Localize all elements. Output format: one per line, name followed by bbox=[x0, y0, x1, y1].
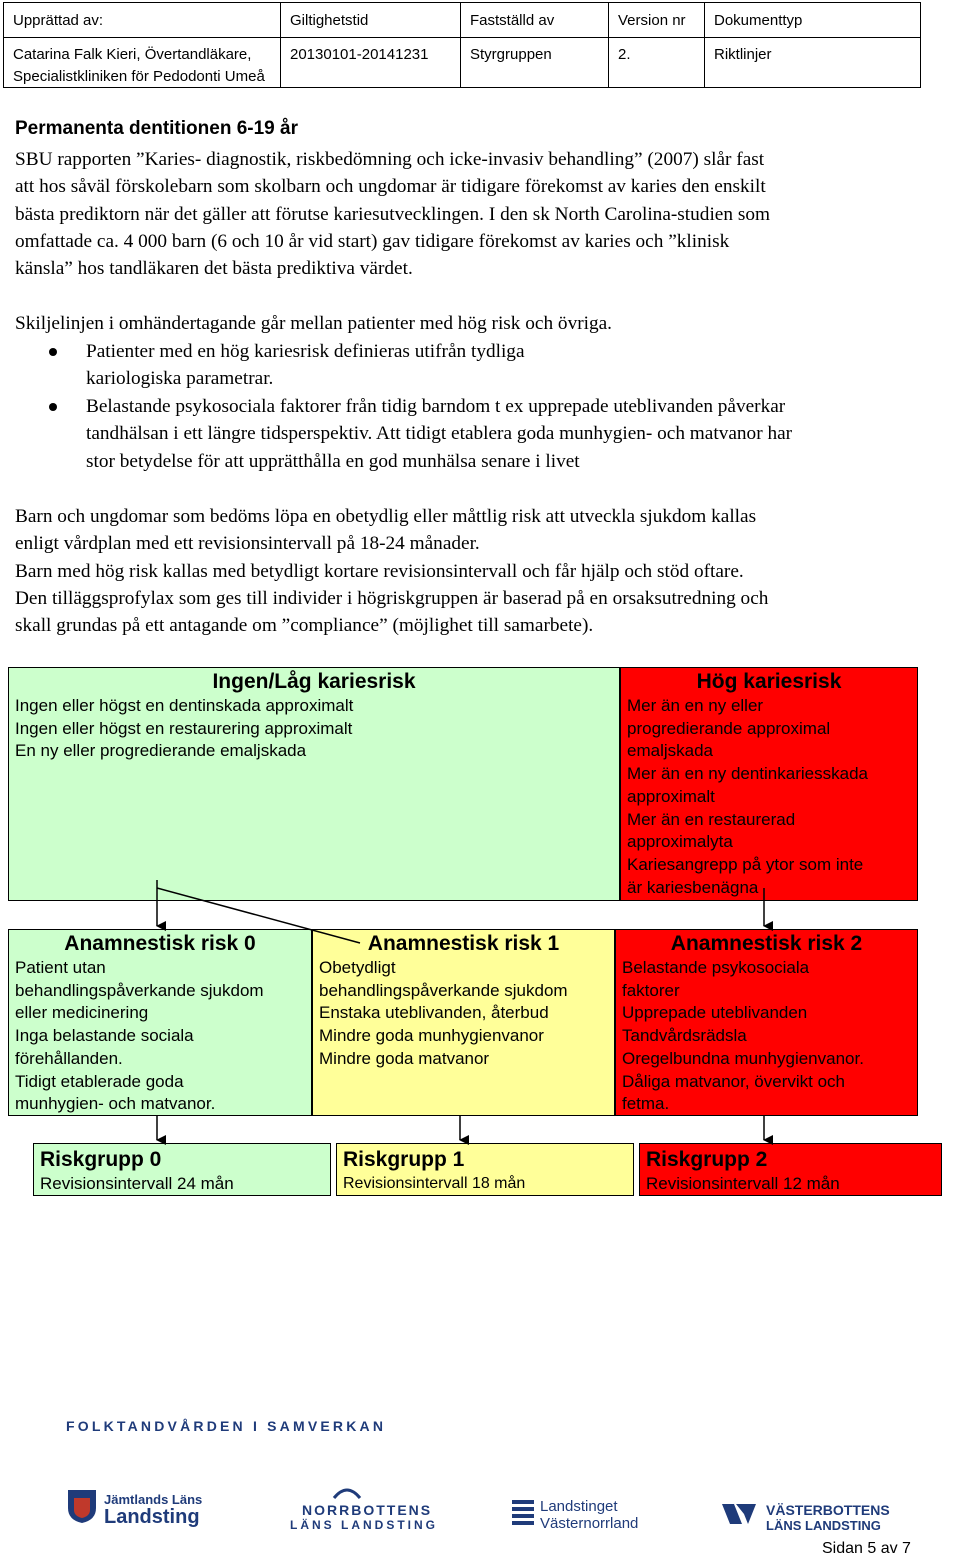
criteria-line: Tandvårdsrädsla bbox=[622, 1026, 747, 1046]
footer-banner: FOLKTANDVÅRDEN I SAMVERKAN bbox=[66, 1418, 387, 1434]
logo-jamtland-line1: Jämtlands Läns bbox=[104, 1492, 203, 1507]
text-line: Den tilläggsprofylax som ges till individer i högriskgruppen är baserad på en orsaksutredning och bbox=[15, 587, 769, 609]
text-line: Skiljelinjen i omhändertagande går mellan patienter med hög risk och övriga. bbox=[15, 313, 613, 334]
text-line: bästa prediktorn när det gäller att förutse kariesutvecklingen. I den sk North Carolina-studien som bbox=[15, 203, 770, 225]
header-value: 2. bbox=[618, 46, 631, 63]
logo-vasternorrland-line1: Landstinget bbox=[540, 1498, 618, 1515]
text-line: att hos såväl förskolebarn som skolbarn och ungdomar är tidigare förekomst av karies den enskilt bbox=[15, 176, 766, 198]
logo-norrbotten-line1: NORRBOTTENS bbox=[302, 1502, 433, 1518]
criteria-line: faktorer bbox=[622, 980, 680, 1000]
criteria-line: munhygien- och matvanor. bbox=[15, 1094, 216, 1114]
header-value-line1: Catarina Falk Kieri, Övertandläkare, bbox=[13, 46, 252, 63]
criteria-line: Tidigt etablerade goda bbox=[15, 1071, 184, 1091]
text-line: omfattade ca. 4 000 barn (6 och 10 år vid start) gav tidigare förekomst av karies och ”klinisk bbox=[15, 230, 730, 252]
logo-jamtland-line2: Landsting bbox=[104, 1506, 200, 1528]
riskgroup-interval: Revisionsintervall 24 mån bbox=[40, 1174, 234, 1193]
text-line: känsla” hos tandläkaren det bästa prediktiva värdet. bbox=[15, 258, 413, 280]
criteria-line: approximalt bbox=[627, 786, 715, 806]
riskgroup-interval: Revisionsintervall 12 mån bbox=[646, 1174, 840, 1193]
criteria-line: Mer än en restaurerad bbox=[627, 809, 796, 829]
criteria-line: är kariesbenägna bbox=[627, 877, 759, 897]
vasterbotten-logo-icon bbox=[722, 1500, 756, 1528]
riskgroup-title: Riskgrupp 1 bbox=[343, 1148, 465, 1171]
logo-vasternorrland-line2: Västernorrland bbox=[540, 1515, 639, 1532]
criteria-line: Kariesangrepp på ytor som inte bbox=[627, 854, 864, 874]
header-label: Giltighetstid bbox=[290, 12, 369, 29]
header-value: Styrgruppen bbox=[470, 46, 552, 63]
text-line: Patienter med en hög kariesrisk definieras utifrån tydliga bbox=[86, 341, 525, 362]
criteria-line: eller medicinering bbox=[15, 1003, 149, 1023]
arrow-low-to-risk1 bbox=[157, 888, 360, 943]
jamtland-logo-icon bbox=[66, 1488, 98, 1524]
page-number: Sidan 5 av 7 bbox=[822, 1540, 911, 1557]
criteria-line: En ny eller progredierande emaljskada bbox=[15, 741, 307, 761]
criteria-line: Upprepade uteblivanden bbox=[622, 1003, 808, 1023]
text-line: skall grundas på ett antagande om ”compliance” (möjlighet till samarbete). bbox=[15, 615, 594, 637]
criteria-line: progredierande approximal bbox=[627, 718, 831, 738]
anamnestic-title: Anamnestisk risk 0 bbox=[64, 932, 256, 955]
high-risk-title: Hög kariesrisk bbox=[696, 670, 842, 693]
riskgroup-title: Riskgrupp 0 bbox=[40, 1148, 162, 1171]
text-line: Belastande psykosociala faktorer från tidig barndom t ex upprepade uteblivanden påverkar bbox=[86, 396, 786, 417]
text-line: stor betydelse för att upprätthålla en god munhälsa senare i livet bbox=[86, 450, 580, 472]
header-value: Riktlinjer bbox=[714, 46, 772, 63]
criteria-line: Mindre goda matvanor bbox=[319, 1048, 490, 1068]
norrbotten-logo-icon bbox=[332, 1482, 362, 1500]
text-line: kariologiska parametrar. bbox=[86, 368, 274, 390]
criteria-line: Ingen eller högst en restaurering approximalt bbox=[15, 718, 353, 738]
criteria-line: Patient utan bbox=[15, 958, 106, 977]
criteria-line: Obetydligt bbox=[319, 958, 396, 977]
text-line: Barn och ungdomar som bedöms löpa en obetydlig eller måttlig risk att utveckla sjukdom kallas bbox=[15, 506, 757, 527]
text-line: tandhälsan i ett längre tidsperspektiv. Att tidigt etablera goda munhygien- och matvanor har bbox=[86, 423, 793, 445]
criteria-line: Inga belastande sociala bbox=[15, 1026, 194, 1046]
riskgroup-interval: Revisionsintervall 18 mån bbox=[343, 1175, 526, 1192]
logo-vasterbotten-line2: LÄNS LANDSTING bbox=[766, 1518, 881, 1533]
criteria-line: Enstaka uteblivanden, återbud bbox=[319, 1003, 549, 1023]
criteria-line: approximalyta bbox=[627, 832, 733, 852]
header-label: Upprättad av: bbox=[13, 12, 104, 29]
criteria-line: behandlingspåverkande sjukdom bbox=[319, 980, 568, 1000]
anamnestic-title: Anamnestisk risk 1 bbox=[367, 932, 560, 955]
criteria-line: Ingen eller högst en dentinskada approximalt bbox=[15, 696, 354, 715]
text-line: Barn med hög risk kallas med betydligt kortare revisionsintervall och får hjälp och stöd oftare. bbox=[15, 560, 744, 582]
header-label: Version nr bbox=[618, 12, 686, 29]
header-value-line2: Specialistkliniken för Pedodonti Umeå bbox=[13, 68, 265, 85]
header-label: Dokumenttyp bbox=[714, 12, 803, 29]
riskgroup-title: Riskgrupp 2 bbox=[646, 1148, 768, 1171]
criteria-line: förehållanden. bbox=[15, 1048, 123, 1068]
logo-vasterbotten-line1: VÄSTERBOTTENS bbox=[766, 1502, 890, 1518]
criteria-line: Belastande psykosociala bbox=[622, 958, 810, 977]
anamnestic-title: Anamnestisk risk 2 bbox=[670, 932, 863, 955]
low-risk-title: Ingen/Låg kariesrisk bbox=[212, 670, 416, 693]
criteria-line: behandlingspåverkande sjukdom bbox=[15, 980, 264, 1000]
vasternorrland-logo-icon bbox=[512, 1498, 534, 1528]
criteria-line: Mindre goda munhygienvanor bbox=[319, 1026, 544, 1046]
logo-norrbotten-line2: LÄNS LANDSTING bbox=[290, 1518, 438, 1532]
criteria-line: Mer än en ny eller bbox=[627, 696, 764, 715]
header-value: 20130101-20141231 bbox=[290, 46, 429, 63]
header-label: Fastställd av bbox=[470, 12, 555, 29]
text-line: SBU rapporten ”Karies- diagnostik, riskbedömning och icke-invasiv behandling” (2007) slår fast bbox=[15, 149, 765, 170]
criteria-line: Oregelbundna munhygienvanor. bbox=[622, 1048, 864, 1068]
section-title: Permanenta dentitionen 6-19 år bbox=[15, 118, 298, 139]
criteria-line: fetma. bbox=[622, 1094, 670, 1114]
criteria-line: Dåliga matvanor, övervikt och bbox=[622, 1071, 845, 1091]
criteria-line: emaljskada bbox=[627, 741, 713, 761]
criteria-line: Mer än en ny dentinkariesskada bbox=[627, 764, 868, 784]
text-line: enligt vårdplan med ett revisionsintervall på 18-24 månader. bbox=[15, 533, 480, 555]
